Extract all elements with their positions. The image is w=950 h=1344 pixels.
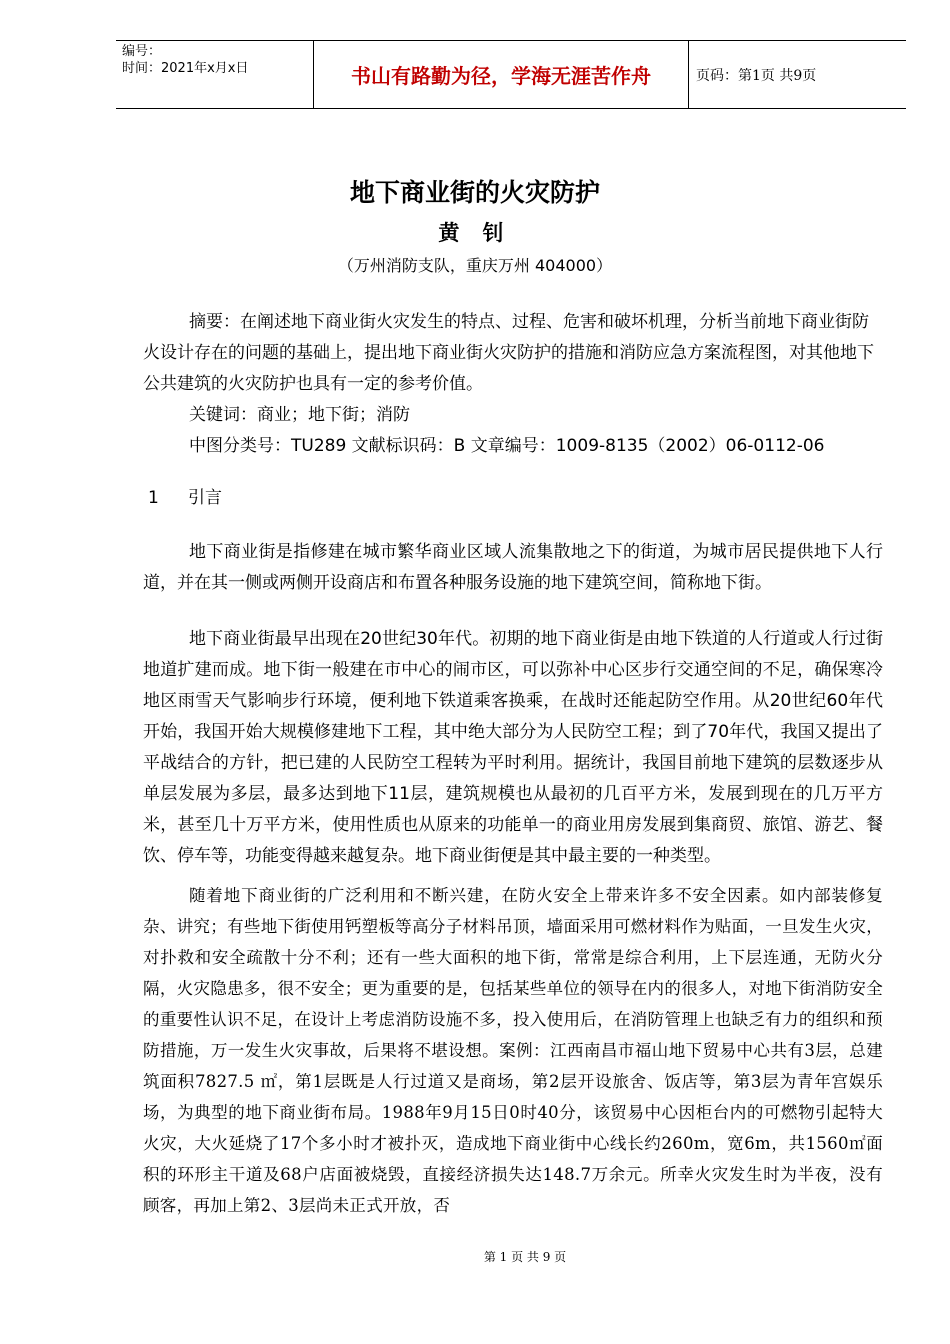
page-footer: 第 1 页 共 9 页 (483, 1250, 567, 1264)
document-time-label: 时间：2021年x月x日 (122, 61, 249, 76)
abstract-block (143, 307, 883, 462)
paragraph-text: 随着地下商业街的广泛利用和不断兴建，在防火安全上带来许多不安全因素。如内部装修复杂、讲究；有些地下街使用钙塑板等高分子材料吊顶，墙面采用可燃材料作为贴面，一旦发生火灾，对扑救和安全疏散十分不利；还有一些大面积的地下街，常常是综合利用，上下层连通，无防火分隔，火灾隐患多，很不安全；更为重要的是，包括某些单位的领导在内的很多人，对地下街消防安全的重要性认识不足，在设计上考虑消防设施不多，投入使用后，在消防管理上也缺乏有力的组织和预防措施，万一发生火灾事故，后果将不堪设想。案例：江西南昌市福山地下贸易中心共有3层，总建筑面积7827.5 ㎡，第1层既是人行过道又是商场，第2层开设旅舍、饭店等，第3层为青年宫娱乐场，为典型的地下商业街布局。1988年9月15日0时40分，该贸易中心因柜台内的可燃物引起特大火灾，大火延烧了17个多小时才被扑灭，造成地下商业街中心线长约260m，宽6m，共1560㎡面积的环形主干道及68户店面被烧毁，直接经济损失达148.7万余元。所幸火灾发生时为半夜，没有顾客，再加上第2、3层尚未正式开放，否 (143, 886, 883, 1215)
paragraph-1 (143, 537, 883, 599)
paragraph-text: 地下商业街最早出现在20世纪30年代。初期的地下商业街是由地下铁道的人行道或人行过街地道扩建而成。地下街一般建在市中心的闹市区，可以弥补中心区步行交通空间的不足，确保寒冷地区雨雪天气影响步行环境，便利地下铁道乘客换乘，在战时还能起防空作用。从20世纪60年代开始，我国开始大规模修建地下工程，其中绝大部分为人民防空工程；到了70年代，我国又提出了平战结合的方针，把已建的人民防空工程转为平时利用。据统计，我国目前地下建筑的层数逐步从单层发展为多层，最多达到地下11层，建筑规模也从最初的几百平方米，发展到现在的几万平方米，甚至几十万平方米，使用性质也从原来的功能单一的商业用房发展到集商贸、旅馆、游艺、餐饮、停车等，功能变得越来越复杂。地下商业街便是其中最主要的一种类型。 (143, 629, 883, 866)
header-page-info: 页码：第1页 共9页 (696, 67, 817, 84)
section-title: 引言 (188, 488, 222, 508)
header-meta (116, 41, 314, 108)
paragraph-2 (143, 624, 883, 872)
header-motto: 书山有路勤为径，学海无涯苦作舟 (314, 41, 689, 108)
paragraph-3 (143, 880, 883, 1221)
paragraph-text: 地下商业街是指修建在城市繁华商业区域人流集散地之下的街道，为城市居民提供地下人行道，并在其一侧或两侧开设商店和布置各种服务设施的地下建筑空间，简称地下街。 (143, 542, 883, 593)
page-header (116, 40, 906, 109)
section-heading (148, 483, 222, 508)
abstract-keywords: 关键词：商业；地下街；消防 (189, 405, 410, 425)
article-author: 黄 钊 (438, 221, 512, 245)
document-number-label: 编号： (122, 44, 162, 59)
article-title: 地下商业街的火灾防护 (349, 178, 600, 207)
abstract-classification: 中图分类号：TU289 文献标识码：B 文章编号：1009-8135（2002）06-0112-06 (189, 436, 825, 456)
article-affiliation: （万州消防支队，重庆万州 404000） (337, 256, 613, 275)
section-number: 1 (148, 488, 159, 508)
abstract-summary: 摘要：在阐述地下商业街火灾发生的特点、过程、危害和破坏机理，分析当前地下商业街防火设计存在的问题的基础上，提出地下商业街火灾防护的措施和消防应急方案流程图，对其他地下公共建筑的火灾防护也具有一定的参考价值。 (143, 312, 874, 394)
